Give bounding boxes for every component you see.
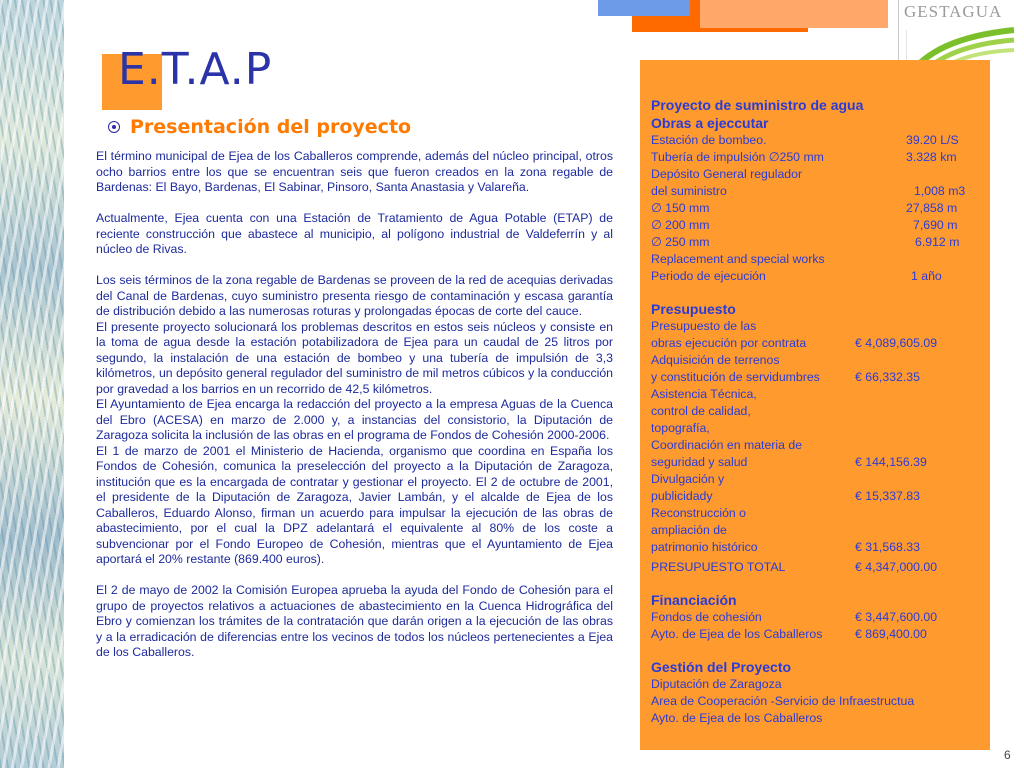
project-summary-panel	[640, 60, 990, 750]
presupuesto-total-label: PRESUPUESTO TOTAL	[651, 560, 786, 574]
obras-value: 7,690 m	[913, 218, 958, 232]
presupuesto-value: € 15,337.83	[855, 489, 920, 503]
presupuesto-row	[651, 488, 985, 505]
obras-label: Tubería de impulsión ∅250 mm	[651, 150, 824, 164]
financiacion-label: Ayto. de Ejea de los Caballeros	[651, 627, 823, 641]
presupuesto-label: Coordinación en materia de	[651, 438, 803, 452]
obras-value: 39.20 L/S	[906, 133, 959, 147]
presupuesto-label: seguridad y salud	[651, 455, 748, 469]
financiacion-value: € 3,447,600.00	[855, 610, 938, 624]
presupuesto-row	[651, 403, 985, 420]
body-paragraph: El presente proyecto solucionará los problemas descritos en estos seis núcleos y consiste en la toma de agua desde la estación potabilizadora de Ejea para un caudal de 25 litros por segundo, la instalación de una estación de bombeo y una tubería de impulsión de 3,3 kilómetros, un depósito general regulador del suministro de mil metros cúbicos y la conducción por gravedad a los barrios en un recorrido de 42,5 kilómetros.	[96, 319, 613, 396]
presupuesto-value: € 31,568.33	[855, 540, 920, 554]
panel-content	[651, 96, 985, 727]
obras-label: Periodo de ejecución	[651, 269, 766, 283]
panel-heading-project: Proyecto de suministro de agua	[651, 97, 864, 113]
presupuesto-row	[651, 505, 985, 522]
page-title	[118, 42, 272, 98]
presupuesto-row	[651, 454, 985, 471]
presupuesto-label: obras ejecución por contrata	[651, 336, 807, 350]
obras-value: 27,858 m	[906, 201, 958, 215]
presupuesto-total-value: € 4,347,000.00	[855, 560, 938, 574]
panel-heading-obras: Obras a ejeccutar	[651, 115, 769, 131]
obras-label: Replacement and special works	[651, 252, 825, 266]
body-text	[96, 149, 613, 661]
gestion-row: Area de Cooperación -Servicio de Infraestructua	[651, 694, 915, 708]
presupuesto-label: ampliación de	[651, 523, 727, 537]
financiacion-label: Fondos de cohesión	[651, 610, 762, 624]
body-paragraph: Actualmente, Ejea cuenta con una Estación de Tratamiento de Agua Potable (ETAP) de reciente construcción que abastece al municipio, al polígono industrial de Valdeferrín y al núcleo de Rivas.	[96, 211, 613, 256]
presupuesto-row	[651, 318, 985, 335]
presupuesto-row	[651, 386, 985, 403]
obras-value: 1 año	[911, 269, 942, 283]
decorative-water-strip	[0, 0, 64, 768]
presupuesto-label: Reconstrucción o	[651, 506, 747, 520]
presupuesto-value: € 66,332.35	[855, 370, 920, 384]
presupuesto-label: topografía,	[651, 421, 710, 435]
obras-row	[651, 200, 985, 217]
panel-heading-gestion: Gestión del Proyecto	[651, 659, 792, 675]
panel-heading-financiacion: Financiación	[651, 592, 737, 608]
body-paragraph: El 1 de marzo de 2001 el Ministerio de Hacienda, organismo que coordina en España los Fondos de Cohesión, comunica la preselección del proyecto a la Diputación de Zaragoza, institución que es la encargada de contratar y gestionar el proyecto. El 2 de octubre de 2001, el presidente de la Diputación de Zaragoza, Javier Lambán, y el alcalde de Ejea de los Caballeros, Eduardo Alonso, firman un acuerdo para impulsar la ejecución de las obras de abastecimiento, por el cual la DPZ adelantará el equivalente al 80% de los coste a subvencionar por el Fondo Europeo de Cohesión, mientras que el Ayuntamiento de Ejea aportará el 20% restante (869.400 euros).	[96, 443, 613, 566]
obras-label: Depósito General regulador	[651, 167, 803, 181]
presupuesto-total-row	[651, 559, 985, 576]
presupuesto-label: Divulgación y	[651, 472, 725, 486]
obras-row	[651, 268, 985, 285]
presupuesto-row	[651, 335, 985, 352]
presupuesto-row	[651, 471, 985, 488]
subtitle-row	[108, 116, 411, 138]
obras-value: 3.328 km	[906, 150, 957, 164]
presupuesto-row	[651, 539, 985, 556]
obras-label: del suministro	[651, 184, 727, 198]
gestion-row: Diputación de Zaragoza	[651, 677, 782, 691]
gestagua-logo-text: GESTAGUA	[904, 2, 1003, 21]
financiacion-row	[651, 626, 985, 643]
financiacion-value: € 869,400.00	[855, 627, 927, 641]
title-rest: T.A.P	[161, 44, 273, 95]
target-bullet-icon	[108, 121, 120, 133]
body-paragraph: El 2 de mayo de 2002 la Comisión Europea aprueba la ayuda del Fondo de Cohesión para el grupo de proyectos relativos a actuaciones de abastecimiento en la Cuenca Hidrográfica del Ebro y comienzan los trámites de la contratación que darán origen a la ejecución de las obras y a la erradicación de diferencias entre los vecinos de todos los núcleos pertenecientes a Ejea de los Caballeros.	[96, 583, 613, 659]
obras-row	[651, 251, 985, 268]
presupuesto-row	[651, 522, 985, 539]
title-prefix: E.	[118, 44, 162, 95]
panel-heading-presupuesto: Presupuesto	[651, 301, 736, 317]
presupuesto-label: patrimonio histórico	[651, 540, 758, 554]
section-subtitle: Presentación del proyecto	[130, 116, 412, 138]
obras-label: ∅ 250 mm	[651, 235, 710, 249]
obras-row	[651, 166, 985, 183]
presupuesto-label: publicidady	[651, 489, 713, 503]
presupuesto-row	[651, 369, 985, 386]
presupuesto-label: control de calidad,	[651, 404, 751, 418]
obras-row	[651, 132, 985, 149]
gestion-row: Ayto. de Ejea de los Caballeros	[651, 711, 823, 725]
obras-label: Estación de bombeo.	[651, 133, 767, 147]
financiacion-row	[651, 609, 985, 626]
obras-row	[651, 217, 985, 234]
obras-label: ∅ 150 mm	[651, 201, 710, 215]
body-paragraph: El Ayuntamiento de Ejea encarga la redacción del proyecto a la empresa Aguas de la Cuenca del Ebro (ACESA) en marzo de 2.000 y, a instancias del consistorio, la Diputación de Zaragoza solicita la inclusión de las obras en el programa de Fondos de Cohesión 2000-2006.	[96, 397, 613, 442]
obras-value: 1,008 m3	[914, 184, 966, 198]
presupuesto-row	[651, 420, 985, 437]
presupuesto-row	[651, 437, 985, 454]
presupuesto-label: y constitución de servidumbres	[651, 370, 820, 384]
presupuesto-label: Adquisición de terrenos	[651, 353, 780, 367]
presupuesto-value: € 4,089,605.09	[855, 336, 938, 350]
header-decoration-blue	[598, 0, 690, 16]
obras-row	[651, 234, 985, 251]
presupuesto-label: Asistencia Técnica,	[651, 387, 757, 401]
body-paragraph: El término municipal de Ejea de los Caballeros comprende, además del núcleo principal, otros ocho barrios entre los que se encuentran seis que fueron creados en la zona regable de Bardenas: El Bayo, Bardenas, El Sabinar, Pinsoro, Santa Anastasia y Valareña.	[96, 149, 613, 194]
presupuesto-value: € 144,156.39	[855, 455, 927, 469]
obras-row	[651, 149, 985, 166]
header-decoration-peach	[700, 0, 888, 28]
body-paragraph: Los seis términos de la zona regable de Bardenas se proveen de la red de acequias derivadas del Canal de Bardenas, cuyo suministro presenta riesgo de contaminación y escasa garantía de distribución debido a las numerosas roturas y prolongadas épocas de corte del cauce.	[96, 273, 613, 318]
presupuesto-row	[651, 352, 985, 369]
page-number: 6	[1004, 748, 1011, 762]
obras-label: ∅ 200 mm	[651, 218, 710, 232]
obras-value: 6.912 m	[915, 235, 960, 249]
obras-row	[651, 183, 985, 200]
presupuesto-label: Presupuesto de las	[651, 319, 757, 333]
